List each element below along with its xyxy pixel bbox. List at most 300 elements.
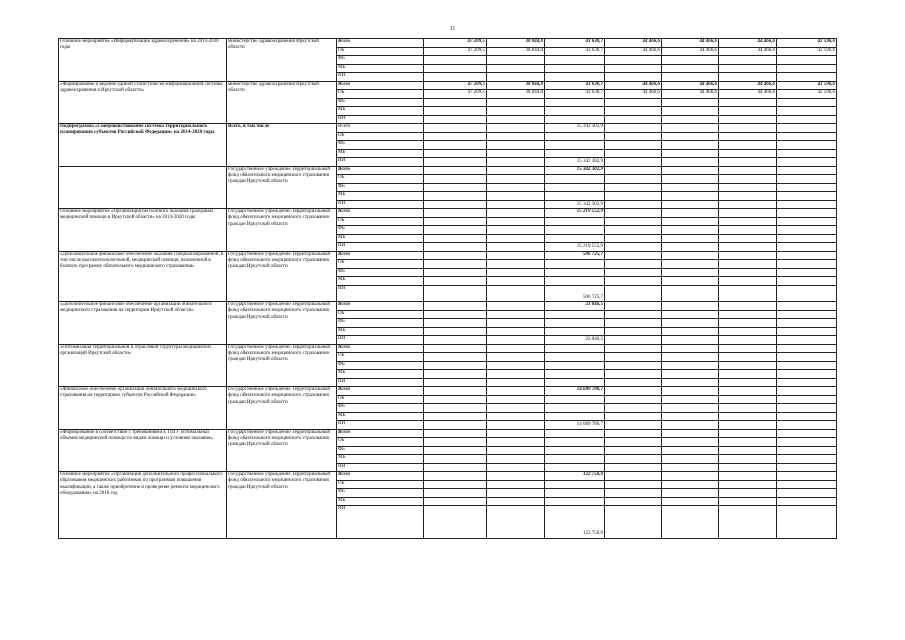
- value-cell: [545, 395, 605, 404]
- value-cell: [424, 56, 487, 65]
- value-cell: [487, 56, 545, 65]
- measure-name-cell: Основное мероприятие «Информатизация здравоохранения» на 2014-2020 годы: [59, 39, 227, 82]
- value-cell: [424, 506, 487, 539]
- value-cell: [719, 56, 777, 65]
- value-cell: [487, 455, 545, 464]
- value-cell: [719, 192, 777, 201]
- value-cell: 15 219 552,9: [545, 243, 605, 252]
- value-cell: [662, 455, 719, 464]
- value-cell: [662, 319, 719, 328]
- value-cell: [487, 183, 545, 192]
- value-cell: [545, 141, 605, 150]
- source-cell: ОБ: [337, 260, 424, 269]
- value-cell: [424, 455, 487, 464]
- value-cell: [605, 497, 662, 506]
- value-cell: [777, 421, 837, 430]
- value-cell: 38 844,8: [487, 39, 545, 48]
- value-cell: [487, 344, 545, 353]
- value-cell: 14 689 780,7: [545, 421, 605, 430]
- value-cell: [424, 404, 487, 413]
- value-cell: [424, 370, 487, 379]
- value-cell: [777, 361, 837, 370]
- source-cell: ФБ: [337, 361, 424, 370]
- value-cell: [605, 285, 662, 302]
- value-cell: [487, 404, 545, 413]
- value-cell: [719, 438, 777, 447]
- value-cell: [424, 497, 487, 506]
- value-cell: [605, 260, 662, 269]
- source-cell: Всего: [337, 344, 424, 353]
- value-cell: [545, 64, 605, 73]
- source-cell: ФБ: [337, 489, 424, 498]
- value-cell: [605, 489, 662, 498]
- value-cell: [487, 497, 545, 506]
- value-cell: [605, 226, 662, 235]
- value-cell: 44 466,6: [662, 90, 719, 99]
- value-cell: [424, 344, 487, 353]
- source-cell: МБ: [337, 497, 424, 506]
- value-cell: [719, 497, 777, 506]
- value-cell: [487, 268, 545, 277]
- value-cell: [487, 166, 545, 175]
- value-cell: [719, 217, 777, 226]
- value-cell: [545, 480, 605, 489]
- source-cell: Всего: [337, 472, 424, 481]
- measure-name-cell: «Формирование в соответствии с требованиями к ТПГГ оптимальных объемов медицинской помощи по видам помощи и условиям оказания»: [59, 429, 227, 472]
- value-cell: [545, 268, 605, 277]
- value-cell: [605, 251, 662, 260]
- value-cell: [487, 472, 545, 481]
- page-number: 11: [449, 26, 456, 32]
- value-cell: [545, 217, 605, 226]
- source-cell: ОБ: [337, 353, 424, 362]
- value-cell: [487, 200, 545, 209]
- value-cell: [545, 463, 605, 472]
- value-cell: [605, 395, 662, 404]
- value-cell: [777, 56, 837, 65]
- value-cell: [487, 217, 545, 226]
- value-cell: 122 750,0: [545, 472, 605, 481]
- value-cell: [605, 56, 662, 65]
- value-cell: [424, 192, 487, 201]
- value-cell: [605, 412, 662, 421]
- value-cell: [424, 446, 487, 455]
- value-cell: [424, 336, 487, 345]
- value-cell: [605, 353, 662, 362]
- measure-name-cell: «Дополнительное финансовое обеспечение организации обязательного медицинского страхования на территории Иркутской области»: [59, 302, 227, 345]
- value-cell: [662, 115, 719, 124]
- value-cell: [424, 412, 487, 421]
- value-cell: [662, 192, 719, 201]
- value-cell: [605, 268, 662, 277]
- value-cell: [719, 421, 777, 430]
- value-cell: [777, 412, 837, 421]
- value-cell: [424, 260, 487, 269]
- value-cell: [662, 438, 719, 447]
- value-cell: [777, 132, 837, 141]
- value-cell: [605, 124, 662, 133]
- measure-name-cell: Основное мероприятие «Организация дополнительного профессионального образования медицинских работников по программам повышения квалификации, а также приобретение и проведение ремонта медицинского оборудования» на 2016 год: [59, 472, 227, 539]
- value-cell: 38 844,8: [487, 90, 545, 99]
- value-cell: [719, 260, 777, 269]
- value-cell: [424, 302, 487, 311]
- source-cell: ФБ: [337, 141, 424, 150]
- table-row: [59, 39, 837, 48]
- value-cell: [777, 429, 837, 438]
- value-cell: [662, 404, 719, 413]
- source-cell: МБ: [337, 455, 424, 464]
- value-cell: [424, 183, 487, 192]
- source-cell: МБ: [337, 234, 424, 243]
- source-cell: ИИ: [337, 158, 424, 167]
- value-cell: [487, 361, 545, 370]
- table-row: [59, 251, 837, 260]
- measure-name-cell: «Формирование и ведение единой статистическо-информационной системы здравоохранения в Иркутской области»: [59, 81, 227, 124]
- value-cell: [487, 446, 545, 455]
- table-row: [59, 209, 837, 218]
- value-cell: [545, 183, 605, 192]
- value-cell: [777, 336, 837, 345]
- value-cell: [487, 260, 545, 269]
- value-cell: [605, 446, 662, 455]
- value-cell: [605, 319, 662, 328]
- value-cell: [424, 251, 487, 260]
- source-cell: Всего: [337, 166, 424, 175]
- value-cell: [487, 378, 545, 387]
- value-cell: 47 209,5: [424, 90, 487, 99]
- value-cell: [424, 387, 487, 396]
- source-cell: ОБ: [337, 395, 424, 404]
- value-cell: [777, 327, 837, 336]
- value-cell: [605, 429, 662, 438]
- source-cell: ОБ: [337, 132, 424, 141]
- value-cell: [605, 302, 662, 311]
- value-cell: [719, 378, 777, 387]
- value-cell: [719, 183, 777, 192]
- value-cell: [777, 506, 837, 539]
- measure-name-cell: [59, 166, 227, 209]
- value-cell: 44 466,6: [605, 90, 662, 99]
- value-cell: [777, 455, 837, 464]
- source-cell: ИИ: [337, 200, 424, 209]
- value-cell: [424, 149, 487, 158]
- value-cell: [777, 370, 837, 379]
- value-cell: [424, 158, 487, 167]
- value-cell: [719, 141, 777, 150]
- value-cell: [424, 327, 487, 336]
- source-cell: ФБ: [337, 404, 424, 413]
- source-cell: ФБ: [337, 319, 424, 328]
- value-cell: [545, 132, 605, 141]
- value-cell: [719, 489, 777, 498]
- value-cell: 42 596,6: [777, 39, 837, 48]
- value-cell: [719, 175, 777, 184]
- value-cell: 38 844,8: [487, 81, 545, 90]
- source-cell: ОБ: [337, 47, 424, 56]
- value-cell: [662, 310, 719, 319]
- value-cell: [662, 412, 719, 421]
- value-cell: 15 342 302,9: [545, 200, 605, 209]
- source-cell: ФБ: [337, 268, 424, 277]
- value-cell: [662, 158, 719, 167]
- value-cell: [777, 166, 837, 175]
- value-cell: [719, 64, 777, 73]
- value-cell: [662, 472, 719, 481]
- value-cell: [719, 429, 777, 438]
- value-cell: [777, 251, 837, 260]
- value-cell: [605, 277, 662, 286]
- executor-cell: Государственное учреждение Территориальный фонд обязательного медицинского страхования граждан Иркутской области: [227, 302, 337, 345]
- value-cell: 23 046,5: [545, 336, 605, 345]
- value-cell: [777, 446, 837, 455]
- value-cell: [719, 455, 777, 464]
- source-cell: ОБ: [337, 438, 424, 447]
- value-cell: [719, 480, 777, 489]
- source-cell: Всего: [337, 429, 424, 438]
- value-cell: [424, 64, 487, 73]
- value-cell: [777, 107, 837, 116]
- value-cell: 14 689 780,7: [545, 387, 605, 396]
- source-cell: ОБ: [337, 90, 424, 99]
- value-cell: [777, 149, 837, 158]
- value-cell: [662, 506, 719, 539]
- value-cell: [424, 472, 487, 481]
- value-cell: [719, 404, 777, 413]
- value-cell: [662, 141, 719, 150]
- value-cell: [487, 115, 545, 124]
- value-cell: [487, 412, 545, 421]
- value-cell: [545, 497, 605, 506]
- value-cell: [487, 107, 545, 116]
- source-cell: ИИ: [337, 378, 424, 387]
- value-cell: [545, 226, 605, 235]
- value-cell: [605, 378, 662, 387]
- value-cell: [605, 200, 662, 209]
- value-cell: [719, 124, 777, 133]
- value-cell: [605, 183, 662, 192]
- value-cell: [662, 183, 719, 192]
- value-cell: [545, 56, 605, 65]
- value-cell: [545, 404, 605, 413]
- value-cell: [487, 132, 545, 141]
- source-cell: ИИ: [337, 73, 424, 82]
- value-cell: [777, 64, 837, 73]
- value-cell: 44 466,6: [719, 39, 777, 48]
- value-cell: [545, 378, 605, 387]
- table-row: [59, 302, 837, 311]
- value-cell: [487, 175, 545, 184]
- source-cell: ОБ: [337, 480, 424, 489]
- value-cell: [487, 438, 545, 447]
- value-cell: [545, 98, 605, 107]
- value-cell: [719, 506, 777, 539]
- value-cell: [719, 472, 777, 481]
- source-cell: МБ: [337, 277, 424, 286]
- value-cell: [605, 175, 662, 184]
- value-cell: [605, 421, 662, 430]
- executor-cell: Государственное учреждение Территориальный фонд обязательного медицинского страхования граждан Иркутской области: [227, 166, 337, 209]
- value-cell: [605, 64, 662, 73]
- value-cell: [719, 107, 777, 116]
- value-cell: [487, 124, 545, 133]
- source-cell: ФБ: [337, 183, 424, 192]
- measure-name-cell: «Финансовое обеспечение организации обязательного медицинского страхования на территориях субъектов Российской Федерации»: [59, 387, 227, 430]
- executor-cell: министерство здравоохранения Иркутской области: [227, 39, 337, 82]
- value-cell: [487, 387, 545, 396]
- value-cell: [424, 124, 487, 133]
- value-cell: [662, 149, 719, 158]
- value-cell: [424, 429, 487, 438]
- value-cell: [662, 327, 719, 336]
- value-cell: [487, 98, 545, 107]
- source-cell: ИИ: [337, 243, 424, 252]
- value-cell: [487, 243, 545, 252]
- value-cell: [545, 175, 605, 184]
- value-cell: [605, 209, 662, 218]
- value-cell: [424, 115, 487, 124]
- value-cell: [662, 217, 719, 226]
- value-cell: 44 466,6: [662, 81, 719, 90]
- value-cell: [487, 192, 545, 201]
- value-cell: [662, 166, 719, 175]
- value-cell: [662, 226, 719, 235]
- value-cell: [487, 353, 545, 362]
- value-cell: [487, 463, 545, 472]
- value-cell: [719, 243, 777, 252]
- source-cell: МБ: [337, 327, 424, 336]
- source-cell: Всего: [337, 302, 424, 311]
- value-cell: [605, 234, 662, 243]
- value-cell: [662, 370, 719, 379]
- value-cell: [777, 480, 837, 489]
- value-cell: [545, 192, 605, 201]
- value-cell: [777, 344, 837, 353]
- value-cell: [719, 226, 777, 235]
- source-cell: Всего: [337, 387, 424, 396]
- value-cell: [545, 438, 605, 447]
- value-cell: [487, 506, 545, 539]
- value-cell: 44 466,6: [605, 47, 662, 56]
- value-cell: 44 466,6: [605, 39, 662, 48]
- value-cell: [487, 73, 545, 82]
- value-cell: [424, 141, 487, 150]
- value-cell: [719, 73, 777, 82]
- value-cell: 47 209,5: [424, 47, 487, 56]
- value-cell: [662, 243, 719, 252]
- value-cell: [545, 412, 605, 421]
- value-cell: [719, 319, 777, 328]
- value-cell: [424, 285, 487, 302]
- value-cell: [545, 73, 605, 82]
- value-cell: 23 046,5: [545, 302, 605, 311]
- value-cell: [719, 412, 777, 421]
- value-cell: [424, 209, 487, 218]
- value-cell: [777, 260, 837, 269]
- table-row: [59, 429, 837, 438]
- value-cell: [605, 438, 662, 447]
- value-cell: [424, 73, 487, 82]
- value-cell: [605, 480, 662, 489]
- value-cell: 43 638,7: [545, 81, 605, 90]
- value-cell: [662, 234, 719, 243]
- value-cell: [777, 285, 837, 302]
- value-cell: [719, 446, 777, 455]
- value-cell: [719, 302, 777, 311]
- value-cell: [662, 344, 719, 353]
- value-cell: [487, 277, 545, 286]
- value-cell: [424, 463, 487, 472]
- value-cell: [487, 209, 545, 218]
- value-cell: [424, 310, 487, 319]
- table-row: [59, 387, 837, 396]
- measure-name-cell: Основное мероприятие «Организация бесплатного оказания гражданам медицинской помощи в Иркутской области» на 2014-2020 годы: [59, 209, 227, 252]
- value-cell: [719, 158, 777, 167]
- value-cell: [605, 361, 662, 370]
- table-row: [59, 472, 837, 481]
- executor-cell: Государственное учреждение Территориальный фонд обязательного медицинского страхования граждан Иркутской области: [227, 472, 337, 539]
- value-cell: 15 342 302,9: [545, 124, 605, 133]
- value-cell: [777, 73, 837, 82]
- measure-name-cell: Подпрограмма «Совершенствование системы территориального планирования субъектов Российской Федерации» на 2014-2020 годы: [59, 124, 227, 167]
- source-cell: ИИ: [337, 421, 424, 430]
- value-cell: [487, 327, 545, 336]
- budget-table: [58, 38, 837, 539]
- value-cell: [662, 378, 719, 387]
- value-cell: [719, 132, 777, 141]
- value-cell: [662, 285, 719, 302]
- value-cell: [487, 489, 545, 498]
- value-cell: [777, 319, 837, 328]
- value-cell: [662, 251, 719, 260]
- value-cell: [605, 132, 662, 141]
- value-cell: [605, 370, 662, 379]
- value-cell: [487, 251, 545, 260]
- table-row: [59, 166, 837, 175]
- value-cell: [487, 149, 545, 158]
- value-cell: 43 638,7: [545, 39, 605, 48]
- value-cell: [487, 64, 545, 73]
- value-cell: [424, 234, 487, 243]
- value-cell: [545, 234, 605, 243]
- value-cell: [424, 175, 487, 184]
- source-cell: Всего: [337, 209, 424, 218]
- value-cell: [545, 429, 605, 438]
- value-cell: [719, 166, 777, 175]
- value-cell: [545, 455, 605, 464]
- value-cell: [545, 327, 605, 336]
- value-cell: [662, 361, 719, 370]
- value-cell: [487, 395, 545, 404]
- value-cell: [719, 115, 777, 124]
- value-cell: [719, 149, 777, 158]
- source-cell: ФБ: [337, 446, 424, 455]
- measure-name-cell: «Оптимизация территориальной и отраслевой структуры медицинских организаций Иркутской области»: [59, 344, 227, 387]
- value-cell: [605, 73, 662, 82]
- value-cell: [662, 336, 719, 345]
- value-cell: [605, 404, 662, 413]
- source-cell: ОБ: [337, 310, 424, 319]
- value-cell: [719, 361, 777, 370]
- table-row: [59, 81, 837, 90]
- value-cell: [777, 378, 837, 387]
- value-cell: [605, 310, 662, 319]
- value-cell: [605, 166, 662, 175]
- value-cell: [545, 370, 605, 379]
- source-cell: МБ: [337, 192, 424, 201]
- value-cell: 506 725,7: [545, 251, 605, 260]
- source-cell: МБ: [337, 149, 424, 158]
- value-cell: [605, 217, 662, 226]
